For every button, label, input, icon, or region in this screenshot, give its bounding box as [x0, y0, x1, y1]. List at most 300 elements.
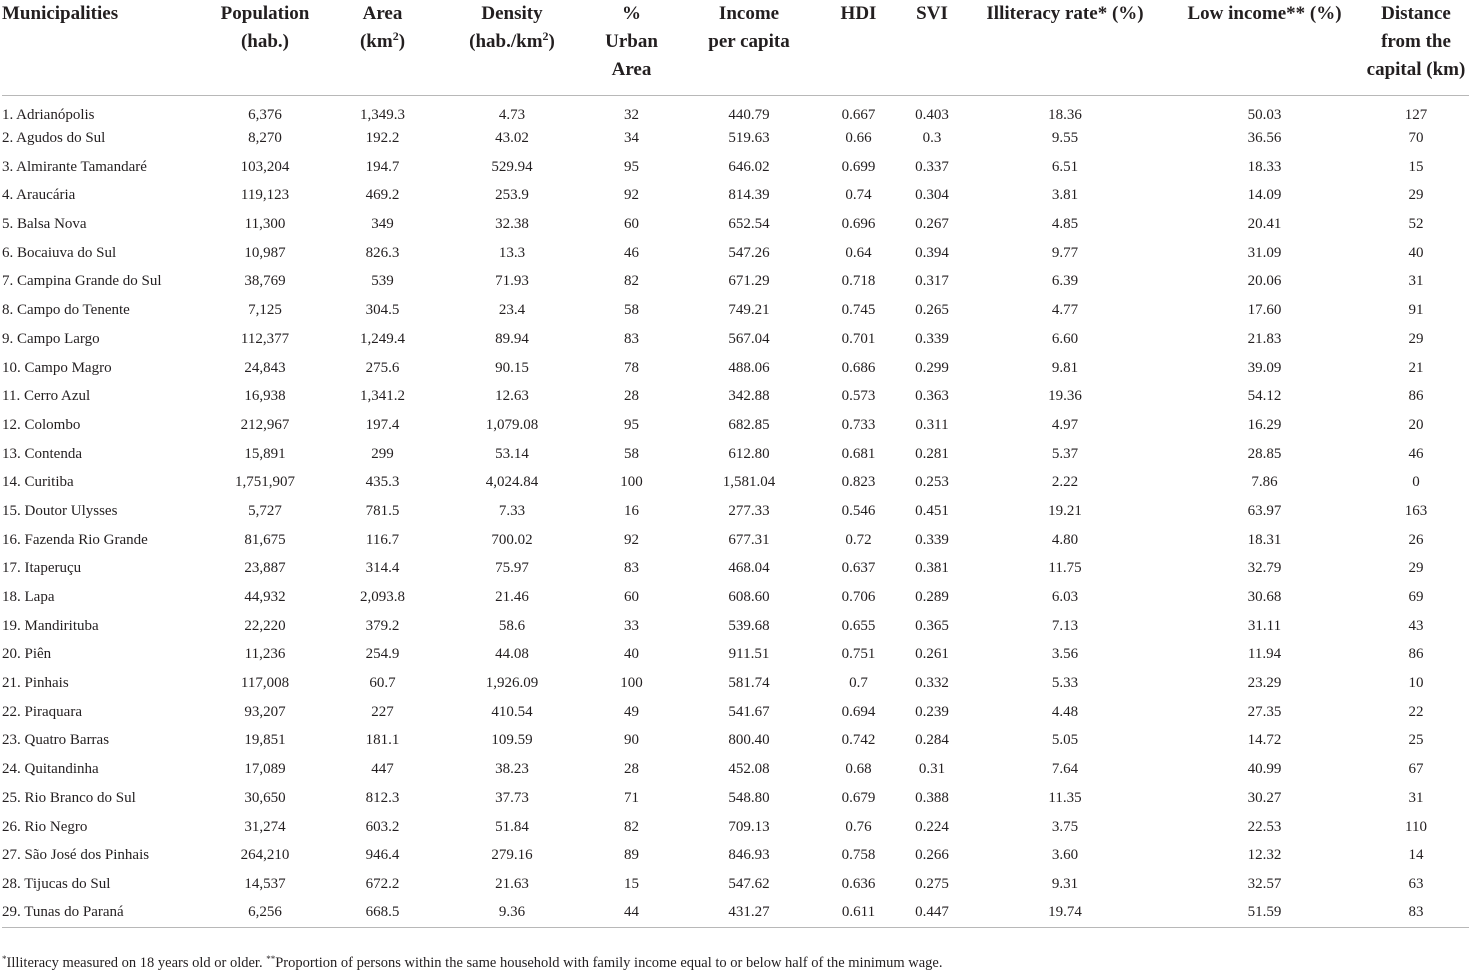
- municipality-name-cell: 29. Tunas do Paraná: [2, 904, 124, 921]
- unit-superscript: 2: [392, 29, 399, 43]
- cell-hdi: 0.68: [845, 761, 872, 778]
- table-row: [2, 440, 1469, 469]
- cell-svi: 0.284: [915, 732, 949, 749]
- cell-density: 53.14: [495, 445, 529, 462]
- table-row: [2, 899, 1469, 928]
- cell-population: 81,675: [244, 531, 286, 548]
- column-header-line: Illiteracy rate* (%): [986, 3, 1144, 24]
- table-row: [2, 382, 1469, 411]
- cell-population: 112,377: [240, 330, 290, 347]
- cell-area: 946.4: [365, 847, 400, 864]
- cell-illiteracy-rate: 4.97: [1051, 416, 1079, 433]
- cell-low-income: 21.83: [1247, 330, 1282, 347]
- cell-urban-area: 44: [624, 904, 639, 921]
- cell-area: 227: [371, 703, 394, 720]
- unit-superscript: 2: [542, 29, 549, 43]
- cell-illiteracy-rate: 2.22: [1051, 474, 1079, 491]
- column-header-low-income: [1166, 0, 1363, 96]
- cell-area: 349: [371, 216, 394, 233]
- unit-text: ): [548, 31, 555, 52]
- cell-low-income: 39.09: [1247, 359, 1282, 376]
- cell-population: 31,274: [244, 818, 286, 835]
- cell-income-per-capita: 567.04: [728, 330, 770, 347]
- cell-income-per-capita: 277.33: [728, 502, 770, 519]
- cell-density: 51.84: [495, 818, 529, 835]
- cell-distance-from-capital: 110: [1405, 818, 1427, 835]
- municipality-name-cell: 13. Contenda: [2, 445, 82, 462]
- cell-illiteracy-rate: 6.60: [1051, 330, 1079, 347]
- municipality-name-cell: 10. Campo Magro: [2, 359, 112, 376]
- cell-urban-area: 60: [624, 216, 639, 233]
- cell-urban-area: 49: [624, 703, 639, 720]
- footnote-text-1: Illiteracy measured on 18 years old or older.: [6, 955, 267, 971]
- cell-hdi: 0.742: [841, 732, 876, 749]
- cell-distance-from-capital: 15: [1408, 158, 1424, 175]
- cell-low-income: 22.53: [1247, 818, 1282, 835]
- cell-svi: 0.337: [915, 158, 949, 175]
- cell-hdi: 0.66: [845, 130, 872, 147]
- cell-density: 21.46: [495, 589, 529, 606]
- cell-density: 75.97: [495, 560, 529, 577]
- column-header-income-per-capita: [681, 0, 817, 96]
- cell-illiteracy-rate: 3.81: [1051, 187, 1079, 204]
- column-header-population: [207, 0, 323, 96]
- cell-svi: 0.447: [915, 904, 949, 921]
- cell-hdi: 0.7: [849, 675, 868, 692]
- cell-area: 194.7: [365, 158, 400, 175]
- cell-hdi: 0.696: [841, 216, 876, 233]
- cell-population: 6,256: [248, 904, 282, 921]
- cell-low-income: 51.59: [1247, 904, 1282, 921]
- municipality-name-cell: 21. Pinhais: [2, 675, 69, 692]
- cell-population: 22,220: [244, 617, 286, 634]
- municipality-name-cell: 23. Quatro Barras: [2, 732, 110, 749]
- cell-illiteracy-rate: 19.36: [1048, 388, 1082, 405]
- cell-low-income: 28.85: [1247, 445, 1282, 462]
- cell-hdi: 0.745: [841, 302, 876, 319]
- table-row: [2, 153, 1469, 182]
- cell-low-income: 32.57: [1247, 875, 1282, 892]
- cell-illiteracy-rate: 7.13: [1051, 617, 1079, 634]
- cell-distance-from-capital: 69: [1408, 589, 1424, 606]
- cell-illiteracy-rate: 9.77: [1051, 244, 1079, 261]
- municipality-name-cell: 22. Piraquara: [2, 703, 82, 720]
- cell-illiteracy-rate: 4.80: [1051, 531, 1079, 548]
- cell-low-income: 18.33: [1247, 158, 1282, 175]
- column-header-distance-from-capital: [1363, 0, 1469, 96]
- cell-income-per-capita: 440.79: [728, 106, 770, 123]
- cell-hdi: 0.694: [841, 703, 876, 720]
- cell-population: 44,932: [244, 589, 286, 606]
- column-header-area: [323, 0, 442, 96]
- cell-urban-area: 58: [624, 302, 639, 319]
- cell-low-income: 54.12: [1247, 388, 1282, 405]
- cell-illiteracy-rate: 3.60: [1051, 847, 1079, 864]
- cell-distance-from-capital: 43: [1408, 617, 1424, 634]
- column-header-line: Area: [362, 3, 403, 24]
- municipality-name-cell: 11. Cerro Azul: [2, 388, 91, 405]
- cell-density: 90.15: [495, 359, 529, 376]
- cell-distance-from-capital: 91: [1408, 302, 1424, 319]
- cell-svi: 0.299: [915, 359, 949, 376]
- cell-low-income: 31.09: [1247, 244, 1282, 261]
- cell-hdi: 0.573: [841, 388, 876, 405]
- cell-density: 44.08: [495, 646, 529, 663]
- cell-distance-from-capital: 31: [1408, 789, 1424, 806]
- cell-income-per-capita: 677.31: [728, 531, 770, 548]
- table-body: [2, 96, 1469, 928]
- table-row: [2, 210, 1469, 239]
- cell-urban-area: 82: [624, 273, 639, 290]
- cell-area: 1,349.3: [360, 106, 405, 123]
- footnote-text-2: Proportion of persons within the same household with family income equal to or below half of the minimum wage.: [275, 955, 943, 971]
- cell-population: 103,204: [240, 158, 290, 175]
- cell-density: 410.54: [491, 703, 533, 720]
- cell-distance-from-capital: 26: [1408, 531, 1424, 548]
- cell-population: 8,270: [248, 130, 282, 147]
- cell-area: 304.5: [365, 302, 400, 319]
- cell-svi: 0.3: [922, 130, 942, 147]
- cell-distance-from-capital: 163: [1404, 502, 1428, 519]
- cell-density: 71.93: [495, 273, 529, 290]
- cell-urban-area: 32: [624, 106, 639, 123]
- cell-svi: 0.239: [915, 703, 949, 720]
- cell-distance-from-capital: 86: [1408, 388, 1424, 405]
- cell-urban-area: 95: [624, 158, 639, 175]
- column-header-line: [323, 28, 442, 56]
- cell-density: 4,024.84: [485, 474, 539, 491]
- municipality-name-cell: 27. São José dos Pinhais: [2, 847, 150, 864]
- municipality-name-cell: 25. Rio Branco do Sul: [2, 789, 136, 806]
- table-row: [2, 411, 1469, 440]
- footnote-mark-2: **: [266, 954, 276, 964]
- cell-density: 58.6: [498, 617, 526, 634]
- cell-low-income: 14.09: [1247, 187, 1282, 204]
- table-footnote: [2, 955, 943, 972]
- cell-illiteracy-rate: 19.74: [1048, 904, 1082, 921]
- cell-illiteracy-rate: 7.64: [1051, 761, 1079, 778]
- cell-area: 469.2: [365, 187, 400, 204]
- cell-distance-from-capital: 20: [1408, 416, 1424, 433]
- cell-distance-from-capital: 70: [1408, 130, 1424, 147]
- cell-area: 254.9: [365, 646, 400, 663]
- table-row: [2, 813, 1469, 842]
- cell-svi: 0.403: [915, 106, 949, 123]
- cell-illiteracy-rate: 18.36: [1048, 106, 1082, 123]
- cell-density: 43.02: [495, 130, 529, 147]
- cell-svi: 0.253: [915, 474, 949, 491]
- column-header-line: SVI: [916, 3, 948, 24]
- header-row: [2, 0, 1469, 96]
- cell-area: 197.4: [365, 416, 400, 433]
- cell-low-income: 12.32: [1247, 847, 1282, 864]
- cell-low-income: 30.68: [1247, 589, 1282, 606]
- municipality-name-cell: 17. Itaperuçu: [2, 560, 82, 577]
- table-row: [2, 182, 1469, 211]
- municipality-name-cell: 8. Campo do Tenente: [2, 302, 130, 319]
- cell-distance-from-capital: 46: [1408, 445, 1424, 462]
- column-header-hdi: [817, 0, 900, 96]
- cell-population: 11,236: [244, 646, 286, 663]
- table-header: [2, 0, 1469, 96]
- column-header-line: Income: [718, 3, 780, 24]
- cell-svi: 0.317: [915, 273, 949, 290]
- cell-density: 1,926.09: [485, 675, 539, 692]
- cell-distance-from-capital: 127: [1404, 106, 1428, 123]
- cell-urban-area: 100: [620, 675, 643, 692]
- cell-illiteracy-rate: 6.03: [1051, 589, 1079, 606]
- cell-density: 89.94: [495, 330, 529, 347]
- cell-svi: 0.304: [915, 187, 949, 204]
- table-row: [2, 669, 1469, 698]
- cell-area: 603.2: [365, 818, 400, 835]
- cell-illiteracy-rate: 4.48: [1051, 703, 1079, 720]
- cell-population: 7,125: [248, 302, 282, 319]
- cell-population: 119,123: [240, 187, 290, 204]
- cell-density: 253.9: [495, 187, 529, 204]
- cell-income-per-capita: 608.60: [728, 589, 770, 606]
- cell-area: 447: [371, 761, 394, 778]
- cell-hdi: 0.76: [845, 818, 872, 835]
- cell-income-per-capita: 581.74: [728, 675, 770, 692]
- municipality-name-cell: 28. Tijucas do Sul: [2, 875, 111, 892]
- cell-low-income: 7.86: [1251, 474, 1278, 491]
- cell-low-income: 20.06: [1247, 273, 1282, 290]
- cell-density: 23.4: [498, 302, 526, 319]
- cell-income-per-capita: 671.29: [728, 273, 770, 290]
- table-row: [2, 354, 1469, 383]
- column-header-line: from the: [1381, 31, 1451, 52]
- cell-distance-from-capital: 29: [1408, 187, 1424, 204]
- table-row: [2, 612, 1469, 641]
- cell-svi: 0.332: [915, 675, 949, 692]
- cell-low-income: 27.35: [1247, 703, 1282, 720]
- municipality-name-cell: 6. Bocaiuva do Sul: [2, 244, 117, 261]
- cell-svi: 0.311: [915, 416, 949, 433]
- cell-svi: 0.224: [915, 818, 949, 835]
- cell-svi: 0.261: [915, 646, 949, 663]
- cell-urban-area: 34: [624, 130, 639, 147]
- cell-illiteracy-rate: 19.21: [1048, 502, 1082, 519]
- cell-area: 60.7: [369, 675, 396, 692]
- cell-population: 23,887: [244, 560, 286, 577]
- cell-density: 38.23: [495, 761, 529, 778]
- table-row: [2, 784, 1469, 813]
- column-header-urban-area: [582, 0, 681, 96]
- cell-hdi: 0.751: [841, 646, 876, 663]
- cell-area: 539: [371, 273, 394, 290]
- cell-urban-area: 89: [624, 847, 639, 864]
- column-header-line: Urban: [605, 31, 658, 52]
- cell-urban-area: 95: [624, 416, 639, 433]
- column-header-illiteracy-rate: [964, 0, 1166, 96]
- cell-urban-area: 33: [624, 617, 639, 634]
- cell-svi: 0.265: [915, 302, 949, 319]
- cell-population: 93,207: [244, 703, 286, 720]
- municipality-name-cell: 5. Balsa Nova: [2, 216, 87, 233]
- cell-area: 1,341.2: [360, 388, 405, 405]
- cell-low-income: 32.79: [1247, 560, 1282, 577]
- cell-low-income: 18.31: [1247, 531, 1282, 548]
- cell-population: 6,376: [248, 106, 282, 123]
- municipality-name-cell: 20. Piên: [2, 646, 52, 663]
- column-header-line: HDI: [840, 3, 877, 24]
- cell-income-per-capita: 539.68: [728, 617, 770, 634]
- cell-low-income: 14.72: [1247, 732, 1282, 749]
- cell-hdi: 0.733: [841, 416, 876, 433]
- cell-income-per-capita: 911.51: [728, 646, 770, 663]
- table-foot: [2, 927, 1469, 946]
- cell-area: 781.5: [365, 502, 400, 519]
- table-row: [2, 268, 1469, 297]
- cell-income-per-capita: 452.08: [728, 761, 770, 778]
- cell-distance-from-capital: 31: [1408, 273, 1424, 290]
- cell-population: 1,751,907: [235, 474, 295, 491]
- cell-income-per-capita: 682.85: [728, 416, 770, 433]
- cell-urban-area: 16: [624, 502, 639, 519]
- cell-hdi: 0.72: [845, 531, 872, 548]
- cell-area: 2,093.8: [360, 589, 405, 606]
- cell-low-income: 17.60: [1247, 302, 1282, 319]
- cell-urban-area: 28: [624, 388, 639, 405]
- cell-population: 212,967: [240, 416, 290, 433]
- cell-urban-area: 28: [624, 761, 639, 778]
- municipality-name-cell: 26. Rio Negro: [2, 818, 88, 835]
- cell-distance-from-capital: 83: [1408, 904, 1424, 921]
- table-row: [2, 497, 1469, 526]
- cell-income-per-capita: 800.40: [728, 732, 770, 749]
- unit-text: (km: [359, 31, 393, 52]
- cell-income-per-capita: 814.39: [728, 187, 770, 204]
- cell-illiteracy-rate: 9.31: [1051, 875, 1079, 892]
- table-row: [2, 555, 1469, 584]
- unit-text: ): [398, 31, 406, 52]
- cell-hdi: 0.64: [845, 244, 872, 261]
- cell-low-income: 50.03: [1247, 106, 1282, 123]
- municipality-name-cell: 14. Curitiba: [2, 474, 74, 491]
- cell-distance-from-capital: 14: [1408, 847, 1424, 864]
- cell-income-per-capita: 1,581.04: [722, 474, 776, 491]
- cell-svi: 0.275: [915, 875, 949, 892]
- column-header-line: Distance: [1381, 3, 1451, 24]
- cell-income-per-capita: 846.93: [728, 847, 770, 864]
- cell-urban-area: 78: [624, 359, 639, 376]
- cell-income-per-capita: 468.04: [728, 560, 770, 577]
- cell-density: 37.73: [495, 789, 529, 806]
- cell-distance-from-capital: 67: [1408, 761, 1424, 778]
- cell-svi: 0.267: [915, 216, 949, 233]
- cell-svi: 0.363: [915, 388, 949, 405]
- cell-income-per-capita: 652.54: [728, 216, 770, 233]
- cell-svi: 0.365: [915, 617, 949, 634]
- cell-svi: 0.281: [915, 445, 949, 462]
- column-header-density: [442, 0, 582, 96]
- cell-income-per-capita: 548.80: [728, 789, 770, 806]
- cell-low-income: 23.29: [1247, 675, 1282, 692]
- cell-illiteracy-rate: 9.55: [1051, 130, 1079, 147]
- cell-hdi: 0.636: [841, 875, 876, 892]
- cell-hdi: 0.74: [845, 187, 872, 204]
- cell-population: 11,300: [244, 216, 286, 233]
- municipalities-table: [2, 0, 1469, 946]
- cell-svi: 0.381: [915, 560, 949, 577]
- column-header-line: Low income** (%): [1187, 3, 1342, 24]
- cell-density: 109.59: [491, 732, 533, 749]
- column-header-line: (hab.): [240, 31, 290, 52]
- cell-svi: 0.31: [918, 761, 946, 778]
- cell-urban-area: 82: [624, 818, 639, 835]
- municipality-name-cell: 4. Araucária: [2, 187, 76, 204]
- cell-svi: 0.289: [915, 589, 949, 606]
- cell-illiteracy-rate: 6.39: [1051, 273, 1079, 290]
- cell-income-per-capita: 646.02: [728, 158, 770, 175]
- cell-distance-from-capital: 29: [1408, 330, 1424, 347]
- cell-income-per-capita: 709.13: [728, 818, 770, 835]
- cell-svi: 0.394: [915, 244, 949, 261]
- cell-density: 32.38: [495, 216, 529, 233]
- cell-area: 672.2: [365, 875, 400, 892]
- cell-distance-from-capital: 21: [1408, 359, 1424, 376]
- cell-distance-from-capital: 29: [1408, 560, 1424, 577]
- cell-low-income: 63.97: [1247, 502, 1282, 519]
- municipality-name-cell: 2. Agudos do Sul: [2, 130, 106, 147]
- table-row: [2, 96, 1469, 125]
- cell-hdi: 0.611: [841, 904, 876, 921]
- cell-area: 379.2: [365, 617, 400, 634]
- cell-urban-area: 15: [624, 875, 639, 892]
- cell-illiteracy-rate: 5.05: [1051, 732, 1079, 749]
- cell-population: 117,008: [240, 675, 290, 692]
- cell-illiteracy-rate: 6.51: [1051, 158, 1079, 175]
- cell-svi: 0.388: [915, 789, 949, 806]
- cell-income-per-capita: 749.21: [728, 302, 770, 319]
- cell-hdi: 0.686: [841, 359, 876, 376]
- cell-density: 21.63: [495, 875, 529, 892]
- column-header-line: [442, 28, 582, 56]
- cell-hdi: 0.679: [841, 789, 876, 806]
- cell-distance-from-capital: 22: [1408, 703, 1424, 720]
- table-bottom-rule: [2, 927, 1469, 946]
- cell-income-per-capita: 488.06: [728, 359, 770, 376]
- cell-density: 9.36: [498, 904, 526, 921]
- cell-hdi: 0.655: [841, 617, 876, 634]
- table-row: [2, 583, 1469, 612]
- cell-distance-from-capital: 63: [1408, 875, 1424, 892]
- cell-low-income: 40.99: [1247, 761, 1282, 778]
- cell-illiteracy-rate: 11.75: [1048, 560, 1082, 577]
- cell-low-income: 30.27: [1247, 789, 1282, 806]
- table-row: [2, 124, 1469, 153]
- cell-population: 38,769: [244, 273, 286, 290]
- cell-population: 19,851: [244, 732, 286, 749]
- cell-income-per-capita: 547.62: [728, 875, 770, 892]
- municipality-name-cell: 18. Lapa: [2, 589, 55, 606]
- cell-density: 529.94: [491, 158, 533, 175]
- municipality-name-cell: 9. Campo Largo: [2, 330, 100, 347]
- cell-illiteracy-rate: 3.75: [1051, 818, 1079, 835]
- cell-hdi: 0.758: [841, 847, 876, 864]
- cell-density: 12.63: [495, 388, 529, 405]
- table-row: [2, 698, 1469, 727]
- cell-illiteracy-rate: 9.81: [1051, 359, 1079, 376]
- cell-density: 7.33: [498, 502, 526, 519]
- cell-density: 279.16: [491, 847, 533, 864]
- cell-area: 668.5: [365, 904, 400, 921]
- cell-urban-area: 92: [624, 531, 639, 548]
- column-header-line: capital (km): [1366, 59, 1466, 80]
- cell-density: 4.73: [498, 106, 526, 123]
- cell-hdi: 0.699: [841, 158, 876, 175]
